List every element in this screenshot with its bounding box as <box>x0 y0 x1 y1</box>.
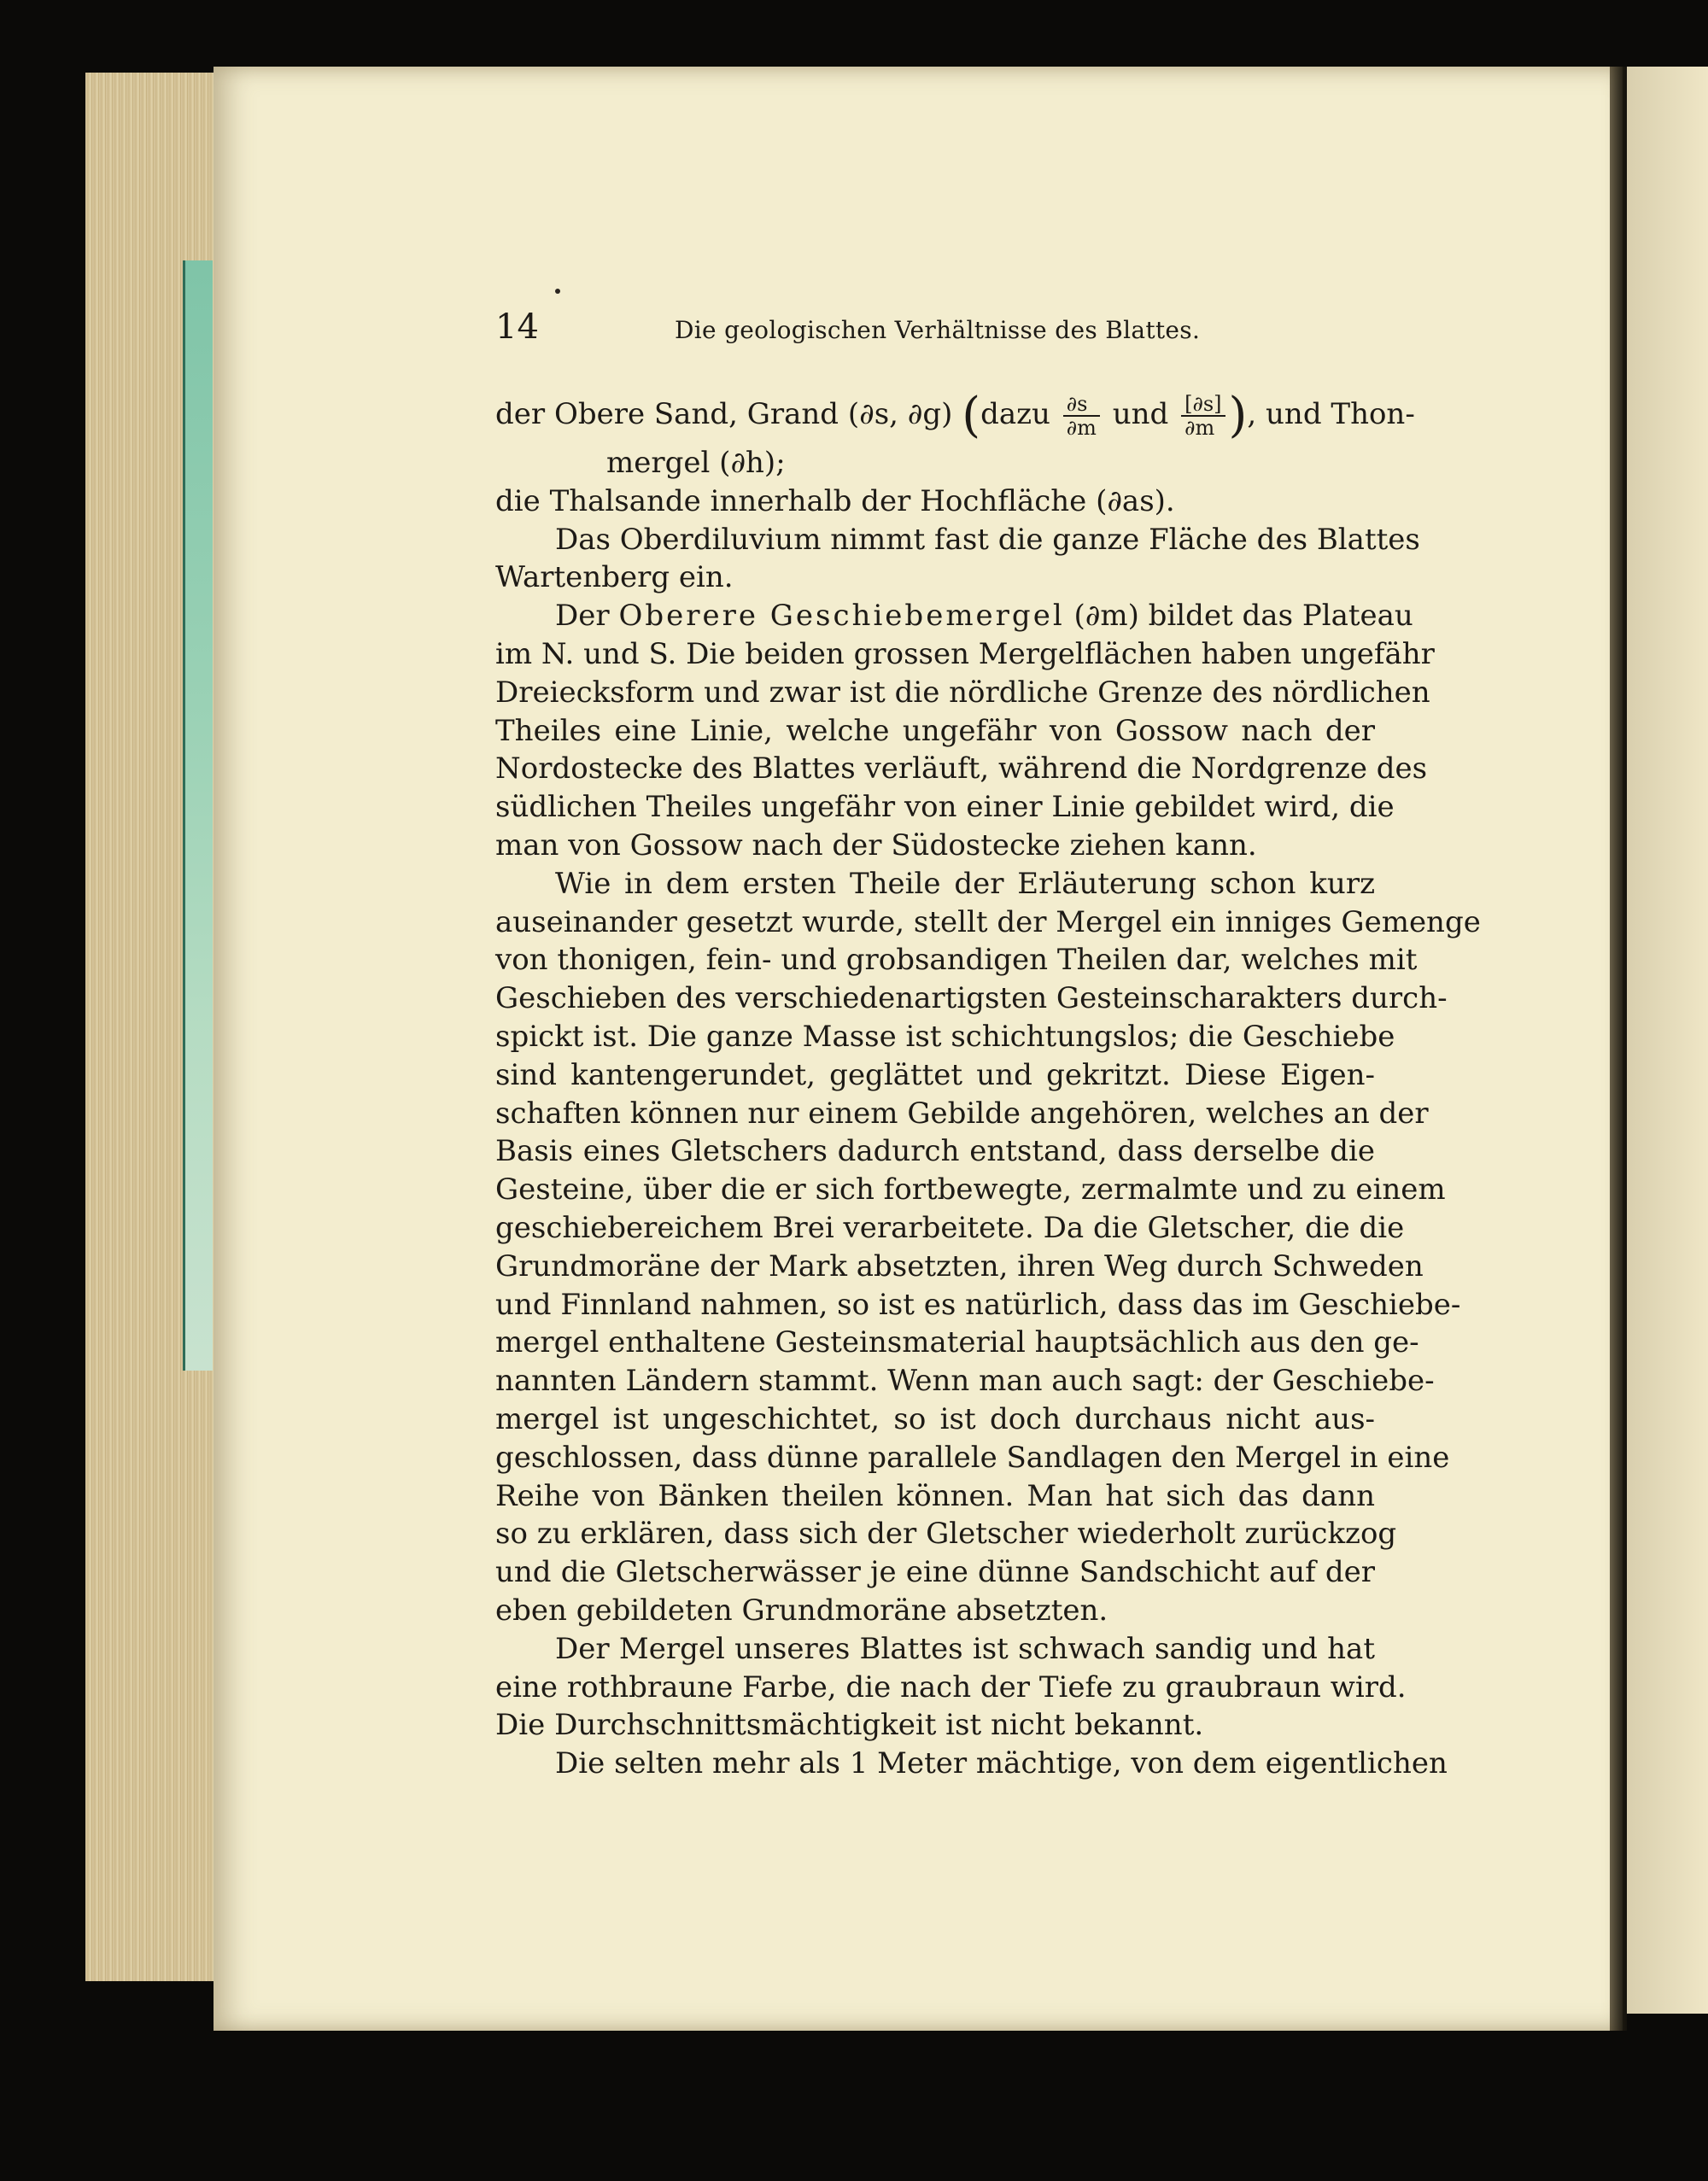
text-line: auseinander gesetzt wurde, stellt der Mergel ein inniges Gemenge <box>495 904 1481 939</box>
text-line: Reihe von Bänken theilen können. Man hat sich das dann <box>495 1478 1375 1513</box>
text-line: spickt ist. Die ganze Masse ist schichtungslos; die Geschiebe <box>495 1019 1395 1054</box>
gutter-shadow <box>1610 67 1627 2031</box>
formula-after: , und Thon- <box>1247 397 1415 431</box>
fraction-1-denominator: ∂m <box>1066 416 1097 440</box>
text-line: und Finnland nahmen, so ist es natürlich, dass das im Geschiebe- <box>495 1287 1461 1322</box>
fraction-2 <box>1181 393 1225 439</box>
text-line: Gesteine, über die er sich fortbewegte, zermalmte und zu einem <box>495 1172 1446 1207</box>
text-line: sind kantengerundet, geglättet und gekritzt. Diese Eigen- <box>495 1057 1375 1092</box>
text-line: eben gebildeten Grundmoräne absetzten. <box>495 1593 1108 1628</box>
running-title: Die geologischen Verhältnisse des Blattes. <box>675 316 1201 344</box>
text-line: die Thalsande innerhalb der Hochfläche (∂as). <box>495 483 1175 518</box>
text-line: eine rothbraune Farbe, die nach der Tiefe zu graubraun wird. <box>495 1669 1407 1704</box>
text-line: Theiles eine Linie, welche ungefähr von Gossow nach der <box>495 713 1375 748</box>
text-block <box>495 307 1481 1783</box>
formula-und: und <box>1103 397 1179 431</box>
facing-page-edge <box>1627 67 1708 2014</box>
text-line: Der Mergel unseres Blattes ist schwach sandig und hat <box>555 1631 1375 1666</box>
formula-before: der Obere Sand, Grand (∂s, ∂g) <box>495 397 962 431</box>
text-line: südlichen Theiles ungefähr von einer Linie gebildet wird, die <box>495 790 1395 825</box>
text-line: Das Oberdiluvium nimmt fast die ganze Fläche des Blattes <box>555 522 1420 557</box>
text-line: Basis eines Gletschers dadurch entstand, dass derselbe die <box>495 1134 1375 1169</box>
page-number: 14 <box>495 307 539 347</box>
text-line: Die Durchschnittsmächtigkeit ist nicht bekannt. <box>495 1708 1204 1743</box>
text-line: und die Gletscherwässer je eine dünne Sandschicht auf der <box>495 1555 1375 1590</box>
paren-close: ) <box>1228 388 1248 443</box>
text-line: mergel ist ungeschichtet, so ist doch durchaus nicht aus- <box>495 1401 1375 1436</box>
fraction-1 <box>1063 393 1100 439</box>
text-line: mergel enthaltene Gesteinsmaterial hauptsächlich aus den ge- <box>495 1325 1419 1360</box>
text-line: geschiebereichem Brei verarbeitete. Da die Gletscher, die die <box>495 1210 1405 1245</box>
text-line: im N. und S. Die beiden grossen Mergelflächen haben ungefähr <box>495 636 1435 671</box>
text-fragment: (∂m) bildet das Plateau <box>1064 599 1413 634</box>
text-line: man von Gossow nach der Südostecke ziehen kann. <box>495 827 1257 862</box>
formula-line <box>495 384 1415 444</box>
text-line: von thonigen, fein- und grobsandigen Theilen dar, welches mit <box>495 943 1418 978</box>
text-line: Geschieben des verschiedenartigsten Gesteinscharakters durch- <box>495 981 1448 1016</box>
paren-open: ( <box>962 388 981 443</box>
text-line <box>495 597 1413 635</box>
formula-dazu: dazu <box>980 397 1060 431</box>
text-line: Grundmoräne der Mark absetzten, ihren Weg durch Schweden <box>495 1248 1424 1283</box>
text-fragment: Der <box>555 599 619 634</box>
fraction-2-denominator: ∂m <box>1184 416 1215 440</box>
text-line: Wie in dem ersten Theile der Erläuterung schon kurz <box>555 866 1375 901</box>
text-line: Die selten mehr als 1 Meter mächtige, von dem eigentlichen <box>555 1746 1448 1781</box>
text-line: Dreiecksform und zwar ist die nördliche Grenze des nördlichen <box>495 675 1430 710</box>
spaced-term: Oberere Geschiebemergel <box>618 599 1065 634</box>
text-line: so zu erklären, dass sich der Gletscher wiederholt zurückzog <box>495 1517 1397 1552</box>
text-line: nannten Ländern stammt. Wenn man auch sagt: der Geschiebe- <box>495 1364 1435 1399</box>
text-line: geschlossen, dass dünne parallele Sandlagen den Mergel in eine <box>495 1440 1450 1475</box>
text-line: Wartenberg ein. <box>495 560 734 595</box>
ink-speck <box>555 289 560 294</box>
text-line: mergel (∂h); <box>606 446 786 480</box>
fraction-2-numerator: [∂s] <box>1181 393 1225 417</box>
text-line: schaften können nur einem Gebilde angehören, welches an der <box>495 1096 1429 1131</box>
fraction-1-numerator: ∂s <box>1063 393 1100 417</box>
text-line: Nordostecke des Blattes verläuft, während die Nordgrenze des <box>495 751 1428 786</box>
running-head <box>495 307 1375 359</box>
folded-map-edge <box>183 260 213 1371</box>
